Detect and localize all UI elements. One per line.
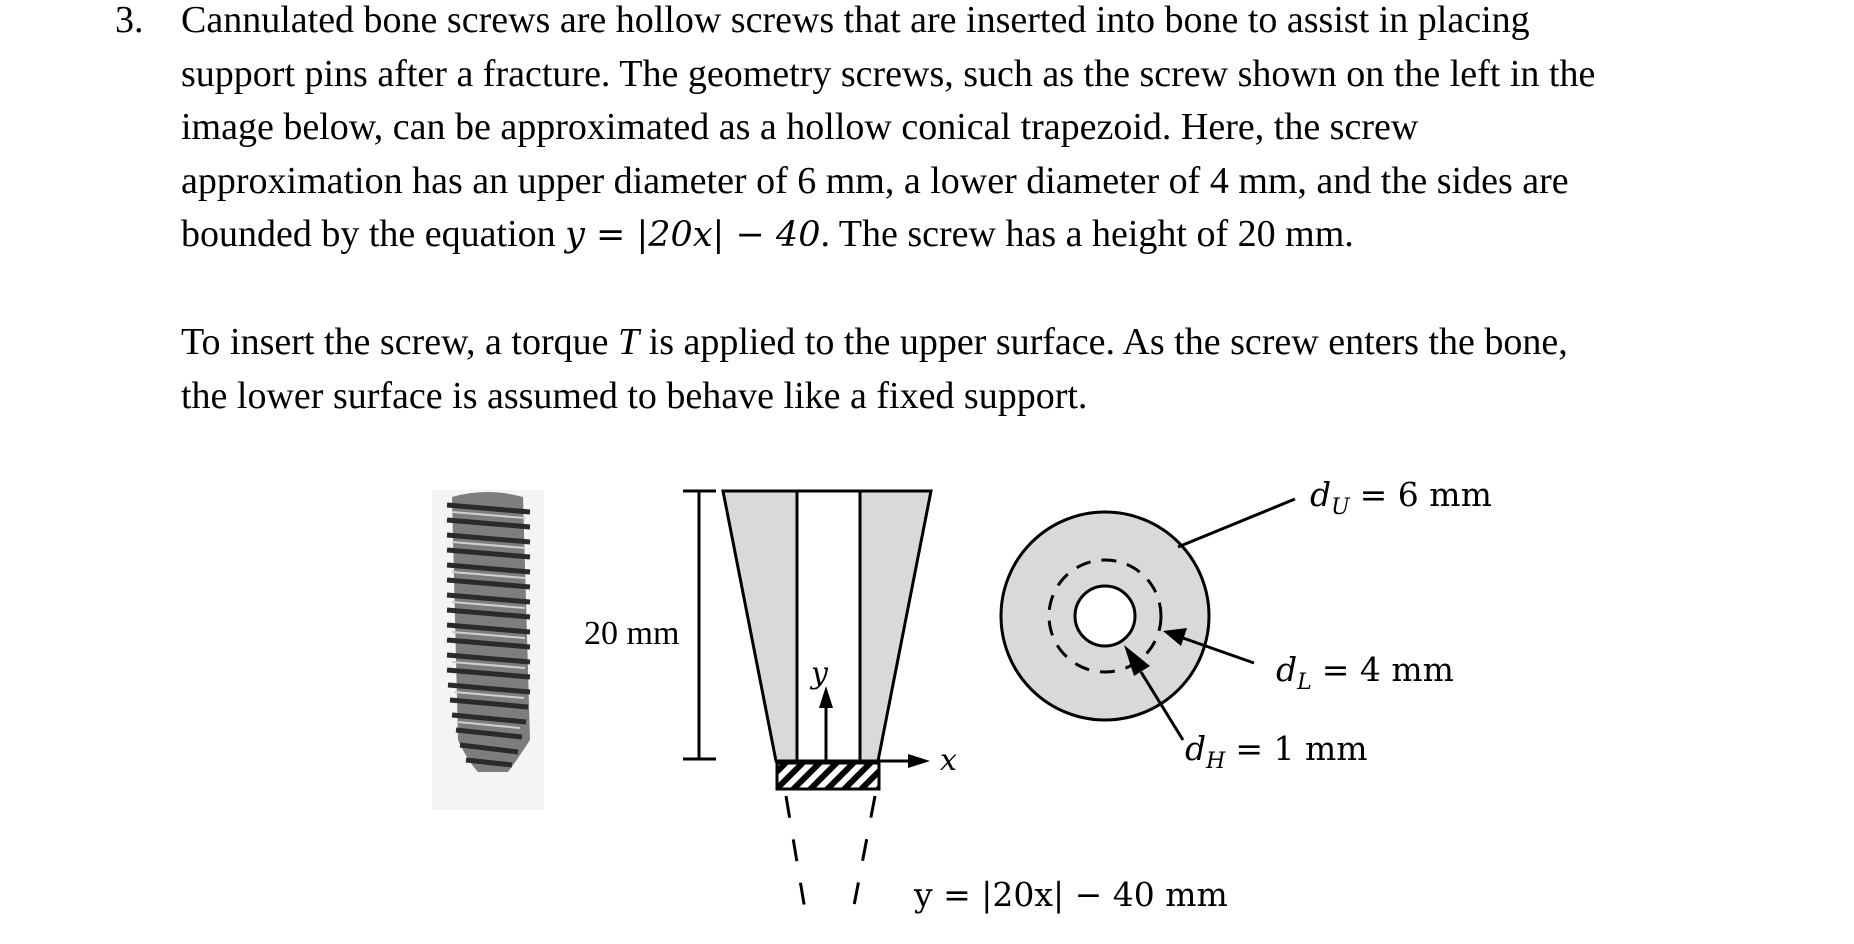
hole-circle bbox=[1075, 586, 1135, 646]
fixed-support bbox=[777, 763, 879, 789]
upper-diameter-leader bbox=[1178, 499, 1295, 547]
problem-number: 3. bbox=[115, 0, 144, 41]
screw-photo bbox=[432, 490, 544, 810]
extension-lines bbox=[786, 796, 875, 916]
paragraph-2-line-1-before: To insert the screw, a torque bbox=[181, 321, 618, 363]
paragraph-1-line-5-after: . The screw has a height of 20 mm. bbox=[820, 213, 1354, 255]
torque-symbol: T bbox=[618, 321, 640, 363]
upper-diameter-label: $d_U = 6$ mm bbox=[1310, 475, 1492, 520]
paragraph-2-line-1-after: is applied to the upper surface. As the screw enters the bone, bbox=[639, 321, 1568, 363]
paragraph-1-line-2: support pins after a fracture. The geometry screws, such as the screw shown on the left in the bbox=[181, 52, 1596, 95]
height-dimension bbox=[683, 491, 716, 759]
side-equation-inline: y = |20x| − 40 bbox=[565, 215, 821, 255]
paragraph-2-line-2: the lower surface is assumed to behave like a fixed support. bbox=[181, 374, 1088, 417]
side-equation-label: y = |20x| − 40 mm bbox=[914, 875, 1228, 914]
lower-diameter-label: $d_L = 4$ mm bbox=[1276, 650, 1454, 695]
x-axis-label: x bbox=[940, 743, 957, 778]
paragraph-1-line-4: approximation has an upper diameter of 6 mm, a lower diameter of 4 mm, and the sides are bbox=[181, 159, 1569, 202]
paragraph-1-line-5-before: bounded by the equation bbox=[181, 213, 566, 255]
paragraph-1-line-3: image below, can be approximated as a hollow conical trapezoid. Here, the screw bbox=[181, 106, 1419, 148]
top-view bbox=[1001, 512, 1209, 720]
hole-diameter-label: $d_H = 1$ mm bbox=[1185, 729, 1368, 774]
x-axis-arrow bbox=[879, 754, 930, 768]
height-label: 20 mm bbox=[584, 615, 680, 652]
y-axis-label: y bbox=[811, 656, 828, 691]
paragraph-1-line-1: Cannulated bone screws are hollow screws that are inserted into bone to assist in placing bbox=[181, 0, 1530, 41]
